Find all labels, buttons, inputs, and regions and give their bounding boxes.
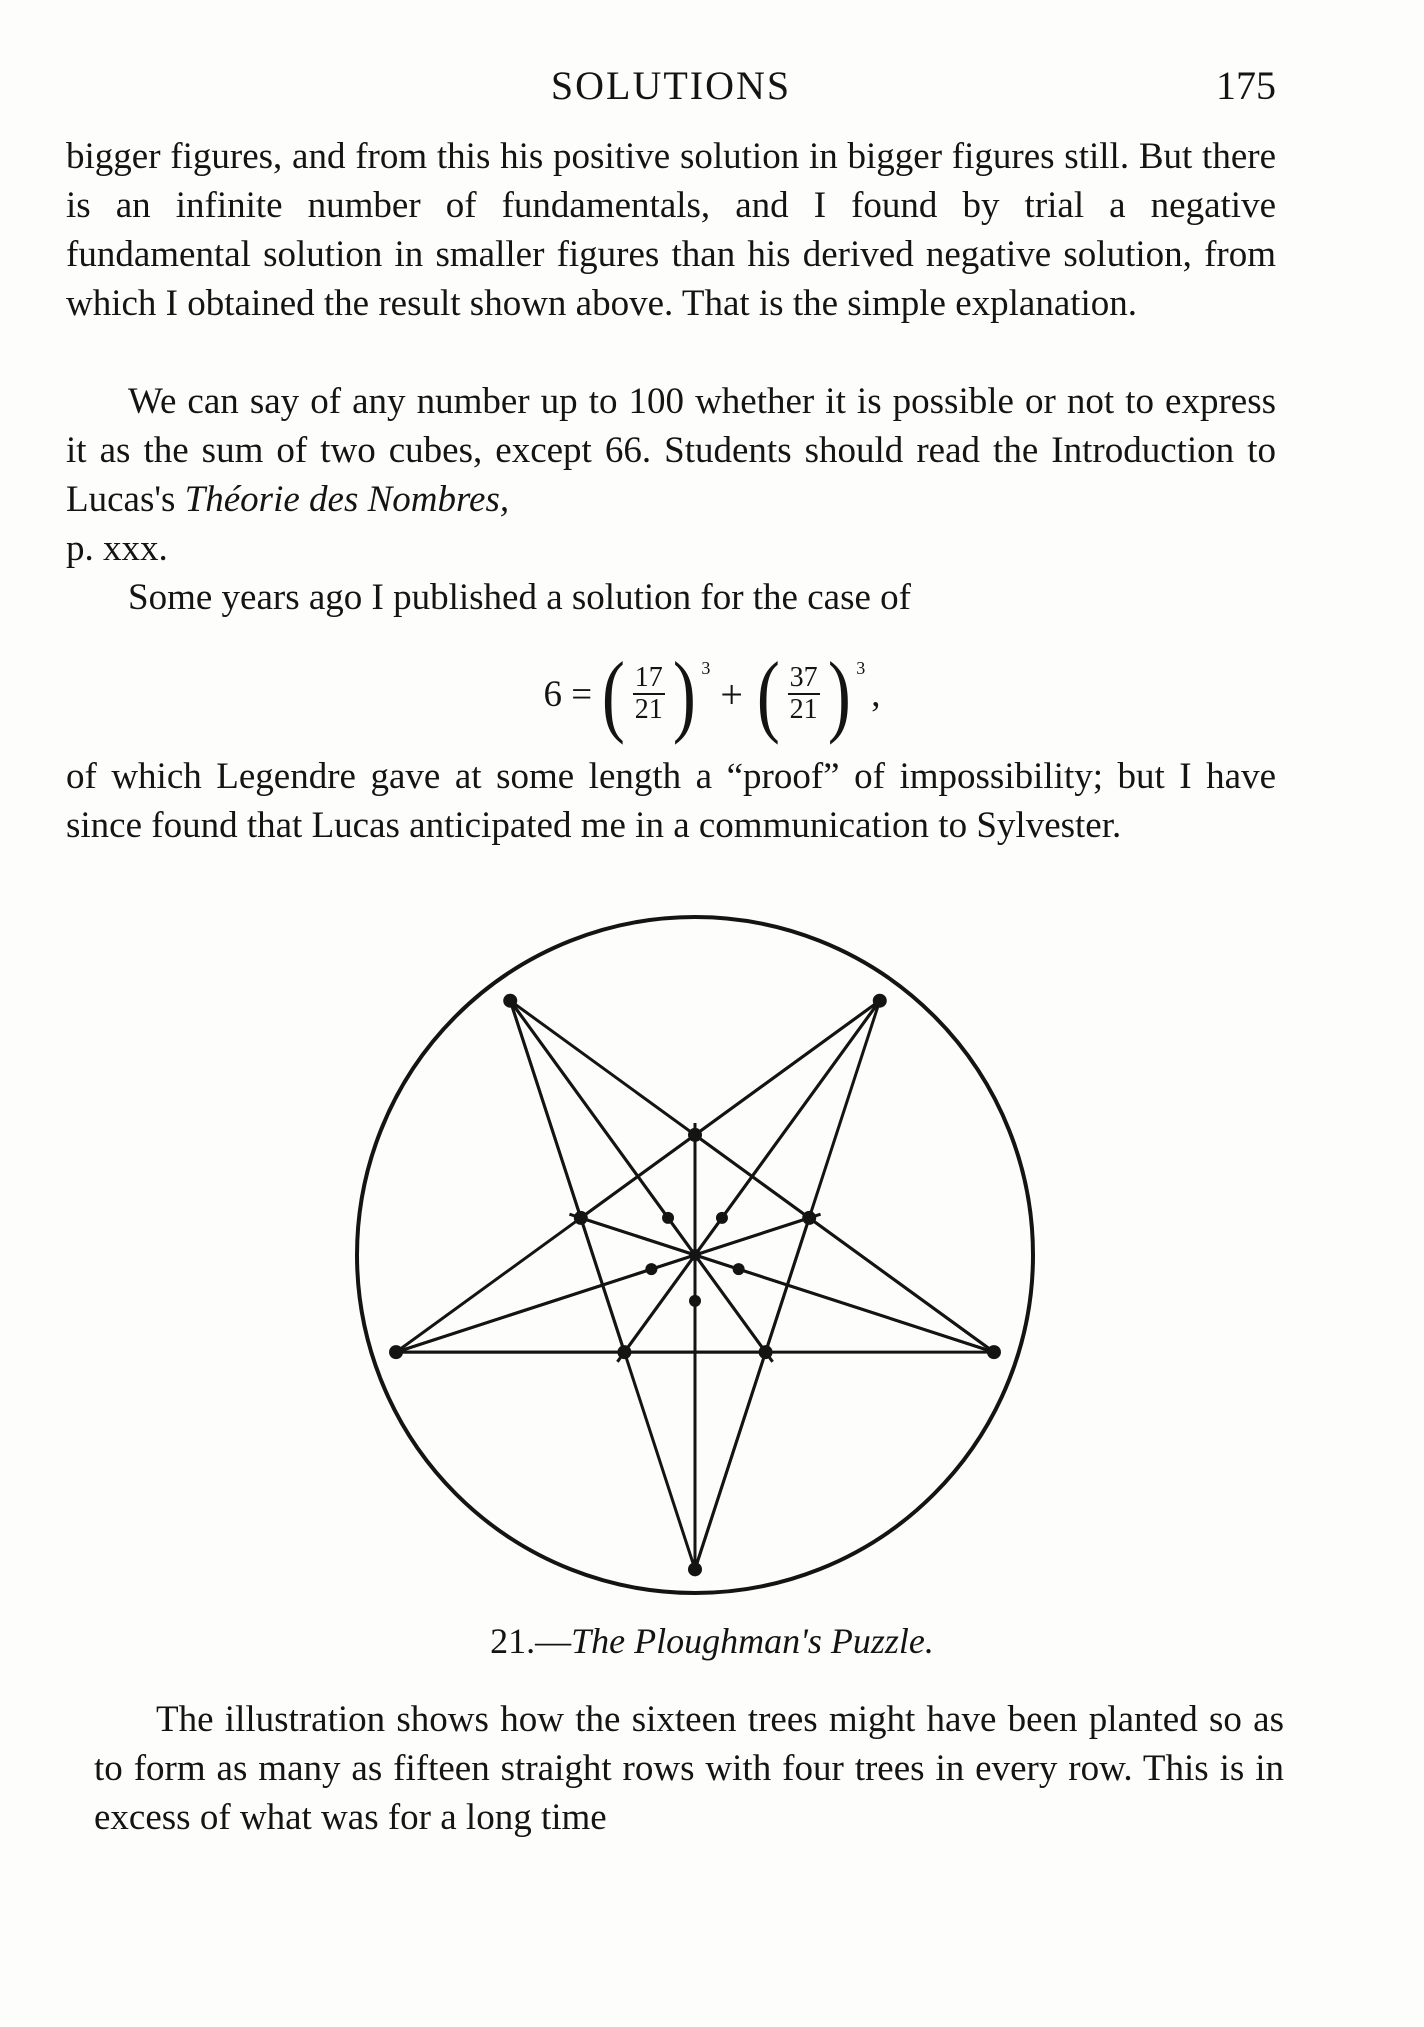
exponent-1: 3 bbox=[701, 658, 711, 678]
tree-dot bbox=[574, 1211, 588, 1225]
tree-dot bbox=[987, 1345, 1001, 1359]
paragraph-4 bbox=[66, 752, 1276, 850]
tree-dot bbox=[689, 1249, 701, 1261]
tree-dot bbox=[688, 1562, 702, 1576]
page-number: 175 bbox=[1216, 63, 1276, 108]
paragraph-1-text: bigger figures, and from this his positive solution in bigger figures still. But there is an infinite number of fundamentals, and I found by trial a negative fundamental solution in smaller figures than his derived negative solution, from which I obtained the result shown above. That is the simple explanation. bbox=[66, 136, 1276, 324]
paragraph-5 bbox=[94, 1695, 1284, 1842]
plus-sign: + bbox=[720, 671, 743, 717]
tree-dot bbox=[716, 1212, 728, 1224]
tip-inner-row-line bbox=[581, 1218, 994, 1352]
tree-dot bbox=[617, 1345, 631, 1359]
tree-dot bbox=[689, 1295, 701, 1307]
running-title: SOLUTIONS bbox=[550, 63, 792, 108]
paragraph-2 bbox=[66, 377, 1276, 622]
fraction-2 bbox=[788, 663, 820, 725]
paragraph-1 bbox=[66, 132, 1276, 328]
tree-dot bbox=[662, 1212, 674, 1224]
tree-dot bbox=[759, 1345, 773, 1359]
paragraph-2-body: We can say of any number up to 100 whether it is possible or not to express it as the sum of two cubes, except 66. Students should read the Introduction to Lucas's bbox=[66, 381, 1276, 520]
paragraph-2-text bbox=[66, 377, 1276, 524]
fraction-1-numerator: 17 bbox=[634, 662, 663, 693]
tree-dot bbox=[389, 1345, 403, 1359]
tree-dot bbox=[873, 994, 887, 1008]
tree-dot bbox=[733, 1263, 745, 1275]
paragraph-5-text: The illustration shows how the sixteen trees might have been planted so as to form as many as fifteen straight rows with four trees in every row. This is in excess of what was for a long time bbox=[94, 1699, 1284, 1838]
left-paren-2: ( bbox=[756, 643, 780, 745]
right-paren-2: ) bbox=[827, 643, 851, 745]
caption-title: The Ploughman's Puzzle. bbox=[571, 1621, 934, 1661]
equation-lhs: 6 = bbox=[543, 673, 593, 715]
tip-inner-row-line bbox=[581, 1001, 880, 1218]
figure-caption bbox=[0, 1620, 1424, 1662]
caption-number: 21.— bbox=[490, 1621, 572, 1661]
fraction-2-denominator: 21 bbox=[789, 694, 818, 725]
tip-inner-row-line bbox=[510, 1001, 624, 1352]
tip-inner-row-line bbox=[695, 1218, 809, 1569]
right-paren-1: ) bbox=[672, 643, 696, 745]
fraction-2-numerator: 37 bbox=[789, 662, 818, 693]
tip-inner-row-line bbox=[695, 1135, 994, 1352]
paragraph-2-tail: p. xxx. bbox=[66, 528, 168, 569]
tree-dot bbox=[503, 994, 517, 1008]
exponent-2: 3 bbox=[856, 658, 866, 678]
cube-equation bbox=[0, 643, 1424, 745]
equation-trailing-comma: , bbox=[871, 673, 881, 715]
ploughman-puzzle-figure bbox=[330, 905, 1060, 1605]
paragraph-3-text: Some years ago I published a solution for the case of bbox=[128, 577, 911, 618]
left-paren-1: ( bbox=[601, 643, 625, 745]
pentagram-diagram bbox=[330, 905, 1060, 1605]
fraction-1 bbox=[633, 663, 665, 725]
book-title-theorie: Théorie des Nombres, bbox=[184, 479, 510, 520]
tree-dot bbox=[645, 1263, 657, 1275]
page-header bbox=[66, 62, 1276, 122]
paragraph-4-text: of which Legendre gave at some length a “proof” of impossibility; but I have since found that Lucas anticipated me in a communication to Sylvester. bbox=[66, 756, 1276, 846]
tree-dot bbox=[688, 1128, 702, 1142]
tree-dot bbox=[802, 1211, 816, 1225]
fraction-1-denominator: 21 bbox=[634, 694, 663, 725]
